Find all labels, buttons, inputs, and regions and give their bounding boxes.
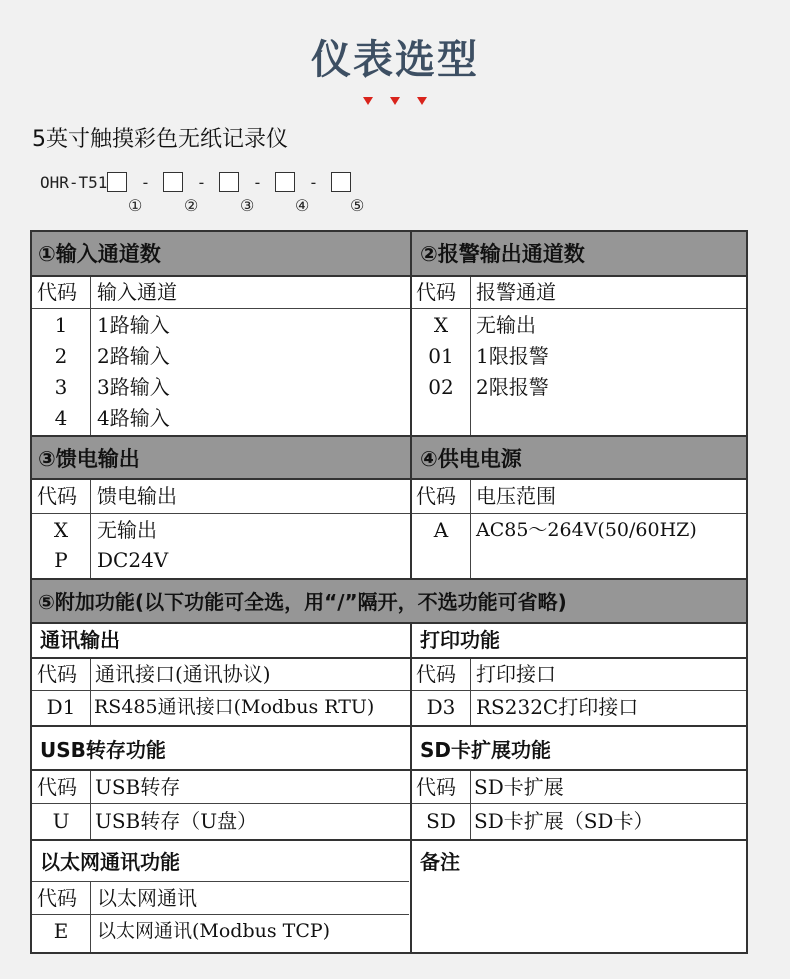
model-code (40, 170, 351, 194)
triangle-down-icon (363, 97, 373, 105)
power-code: A (433, 518, 449, 542)
usb-value: USB转存（U盘） (95, 809, 258, 833)
print-column-header: 打印接口 (476, 662, 556, 686)
comm-value: RS485通讯接口(Modbus RTU) (94, 696, 375, 718)
position-number: ④ (295, 196, 310, 215)
input-code: 1 (54, 313, 68, 337)
eth-value: 以太网通讯(Modbus TCP) (97, 920, 331, 942)
code-header: 代码 (37, 886, 77, 910)
input-value: 3路输入 (97, 375, 170, 399)
code-box-5 (331, 172, 351, 192)
alarm-code: 01 (428, 344, 454, 368)
notes-title: 备注 (420, 850, 460, 874)
dash: - (252, 172, 263, 192)
position-number: ⑤ (350, 196, 365, 215)
code-box-4 (275, 172, 295, 192)
code-header: 代码 (416, 662, 456, 686)
position-number: ② (184, 196, 199, 215)
sd-title: SD卡扩展功能 (420, 738, 552, 762)
position-number: ③ (240, 196, 255, 215)
triangle-down-icon (390, 97, 400, 105)
alarm-column-header: 报警通道 (476, 280, 556, 304)
print-value: RS232C打印接口 (476, 695, 639, 719)
eth-title: 以太网通讯功能 (40, 850, 180, 874)
code-header: 代码 (416, 775, 456, 799)
power-value: AC85～264V(50/60HZ) (476, 519, 697, 541)
alarm-value: 无输出 (476, 313, 536, 337)
dash: - (140, 172, 151, 192)
code-box-2 (163, 172, 183, 192)
sd-value: SD卡扩展（SD卡） (474, 809, 654, 833)
dash: - (196, 172, 207, 192)
alarm-value: 1限报警 (476, 344, 549, 368)
feed-value: DC24V (97, 548, 169, 572)
code-box-1 (107, 172, 127, 192)
sd-column-header: SD卡扩展 (474, 775, 564, 799)
position-number: ① (128, 196, 143, 215)
print-code: D3 (426, 695, 456, 719)
input-code: 4 (54, 406, 68, 430)
feed-column-header: 馈电输出 (97, 484, 177, 508)
usb-code: U (52, 809, 70, 833)
input-code: 3 (54, 375, 68, 399)
model-prefix: OHR-T51 (40, 172, 108, 192)
title-decoration (0, 90, 790, 109)
alarm-value: 2限报警 (476, 375, 549, 399)
section-extra-title: ⑤附加功能(以下功能可全选，用“/”隔开，不选功能可省略) (38, 590, 567, 614)
input-column-header: 输入通道 (97, 280, 177, 304)
print-title: 打印功能 (420, 628, 500, 652)
eth-code: E (53, 919, 69, 943)
alarm-code: X (433, 313, 449, 337)
dash: - (308, 172, 319, 192)
section-power-title: ④供电电源 (420, 447, 522, 471)
input-value: 4路输入 (97, 406, 170, 430)
product-title: 5英寸触摸彩色无纸记录仪 (32, 127, 288, 152)
feed-code: P (54, 548, 68, 572)
usb-title: USB转存功能 (40, 738, 166, 762)
alarm-code: 02 (428, 375, 454, 399)
section-feed-title: ③馈电输出 (38, 447, 140, 471)
section-input-title: ①输入通道数 (38, 242, 161, 266)
comm-column-header: 通讯接口(通讯协议) (95, 662, 271, 686)
code-header: 代码 (37, 662, 77, 686)
triangle-down-icon (417, 97, 427, 105)
page-title: 仪表选型 (311, 37, 479, 83)
input-value: 2路输入 (97, 344, 170, 368)
code-header: 代码 (416, 280, 456, 304)
code-header: 代码 (37, 280, 77, 304)
power-column-header: 电压范围 (476, 484, 556, 508)
usb-column-header: USB转存 (95, 775, 181, 799)
code-box-3 (219, 172, 239, 192)
code-header: 代码 (37, 775, 77, 799)
code-header: 代码 (37, 484, 77, 508)
comm-code: D1 (46, 695, 76, 719)
eth-column-header: 以太网通讯 (97, 886, 197, 910)
input-code: 2 (54, 344, 68, 368)
feed-value: 无输出 (97, 518, 157, 542)
feed-code: X (53, 518, 69, 542)
sd-code: SD (426, 809, 456, 833)
section-alarm-title: ②报警输出通道数 (420, 242, 585, 266)
input-value: 1路输入 (97, 313, 170, 337)
comm-title: 通讯输出 (40, 628, 120, 652)
spec-table (30, 230, 748, 954)
code-header: 代码 (416, 484, 456, 508)
